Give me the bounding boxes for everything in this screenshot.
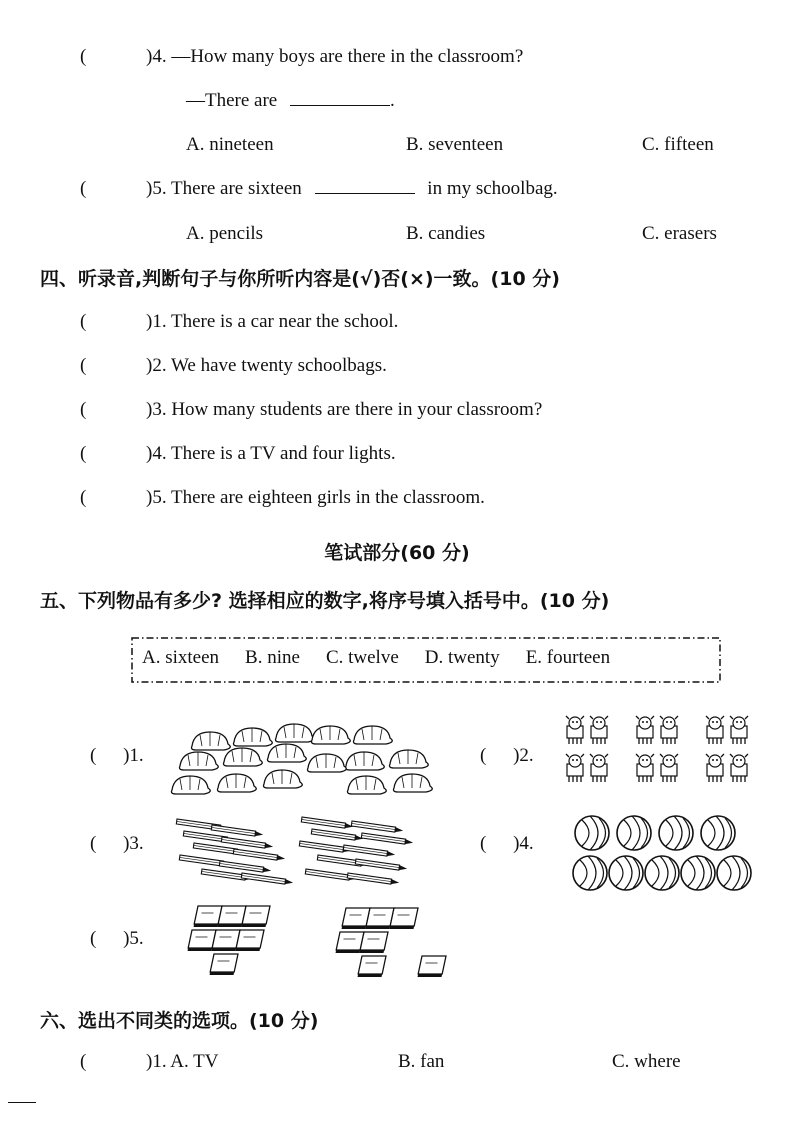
option-c: C. twelve — [325, 647, 399, 668]
pencil-icon — [233, 849, 285, 861]
option-b: B. nine — [245, 647, 300, 668]
ball-icon — [717, 856, 751, 890]
answer-paren[interactable]: ( — [90, 833, 97, 854]
part6-choice-c: C. where — [612, 1051, 681, 1072]
pencil-icon — [311, 829, 363, 841]
ball-icon — [575, 816, 609, 850]
pencil-icon — [211, 825, 263, 837]
pencil-icon — [351, 821, 403, 833]
answer-paren[interactable]: ( — [80, 311, 87, 332]
picture-item-number: )3. — [123, 833, 144, 854]
cap-icon — [390, 750, 429, 768]
book-icon — [242, 906, 270, 927]
picture-item-number: )2. — [513, 745, 534, 766]
pencil-icon — [221, 837, 273, 849]
listen-item-text: )1. There is a car near the school. — [146, 311, 399, 332]
answer-paren[interactable]: ( — [80, 355, 87, 376]
dog-icon — [636, 716, 654, 744]
option-d: D. twenty — [424, 647, 500, 668]
listen-item — [0, 487, 794, 513]
listen-item — [0, 311, 794, 337]
answer-paren[interactable]: ( — [80, 46, 87, 67]
book-icon — [418, 956, 446, 977]
dog-icon — [590, 754, 608, 782]
cap-icon — [264, 770, 303, 788]
dogs-picture — [562, 712, 762, 792]
picture-item-3-label — [90, 833, 144, 855]
picture-item-5-label — [90, 928, 144, 950]
cap-icon — [276, 724, 315, 742]
ball-icon — [609, 856, 643, 890]
listen-item-text: )5. There are eighteen girls in the classroom. — [146, 487, 485, 508]
ball-icon — [701, 816, 735, 850]
pencil-icon — [301, 817, 353, 829]
book-icon — [360, 932, 388, 953]
question-4-choices — [0, 134, 794, 160]
ball-icon — [617, 816, 651, 850]
pencil-icon — [361, 833, 413, 845]
fill-blank[interactable] — [290, 91, 390, 106]
answer-paren[interactable]: ( — [480, 745, 487, 766]
picture-item-number: )1. — [123, 745, 144, 766]
ball-icon — [659, 816, 693, 850]
picture-item-2-label — [480, 745, 534, 767]
cap-icon — [218, 774, 257, 792]
answer-paren[interactable]: ( — [80, 443, 87, 464]
answer-paren[interactable]: ( — [80, 399, 87, 420]
option-box — [130, 636, 722, 684]
answer-prefix: —There are — [186, 90, 278, 111]
cap-icon — [180, 752, 219, 770]
answer-suffix: . — [390, 90, 395, 111]
choice-b: B. candies — [406, 223, 486, 244]
question-4-text: )4. —How many boys are there in the classroom? — [146, 46, 524, 67]
question-5-choices — [0, 223, 794, 249]
option-a: A. sixteen — [142, 647, 220, 668]
book-icon — [210, 954, 238, 975]
pencil-icon — [241, 873, 293, 885]
cap-icon — [346, 752, 385, 770]
cap-icon — [354, 726, 393, 744]
dog-icon — [636, 754, 654, 782]
cap-icon — [394, 774, 433, 792]
pencil-icon — [219, 861, 271, 873]
dog-icon — [566, 716, 584, 744]
pencil-icon — [343, 845, 395, 857]
book-icon — [236, 930, 264, 951]
answer-paren[interactable]: ( — [90, 745, 97, 766]
listen-item — [0, 443, 794, 469]
dog-icon — [706, 716, 724, 744]
answer-paren[interactable]: ( — [90, 928, 97, 949]
page-edge-mark — [8, 1102, 36, 1103]
choice-a: A. nineteen — [186, 134, 274, 155]
cap-icon — [224, 748, 263, 766]
ball-icon — [681, 856, 715, 890]
cap-icon — [192, 732, 231, 750]
listen-item — [0, 399, 794, 425]
dog-icon — [660, 716, 678, 744]
picture-item-4-label — [480, 833, 534, 855]
book-icon — [390, 908, 418, 929]
listen-item — [0, 355, 794, 381]
answer-paren[interactable]: ( — [480, 833, 487, 854]
answer-paren[interactable]: ( — [80, 178, 87, 199]
choice-b: B. seventeen — [406, 134, 504, 155]
answer-paren[interactable]: ( — [80, 1051, 87, 1072]
option-e: E. fourteen — [525, 647, 611, 668]
caps-picture — [170, 712, 440, 804]
picture-item-1-label — [90, 745, 144, 767]
book-icon — [358, 956, 386, 977]
part4-heading: 四、听录音,判断句子与你所听内容是(√)否(×)一致。(10 分) — [40, 268, 560, 290]
part6-choice-a: )1. A. TV — [146, 1051, 219, 1072]
dog-icon — [590, 716, 608, 744]
pencils-picture — [172, 815, 422, 890]
dog-icon — [660, 754, 678, 782]
pencil-icon — [355, 859, 407, 871]
cap-icon — [268, 744, 307, 762]
dog-icon — [706, 754, 724, 782]
pencil-icon — [347, 873, 399, 885]
part6-heading: 六、选出不同类的选项。(10 分) — [40, 1010, 319, 1032]
fill-blank[interactable] — [315, 179, 415, 194]
cap-icon — [348, 776, 387, 794]
cap-icon — [308, 754, 347, 772]
question-5-row — [0, 178, 794, 204]
choice-c: C. erasers — [642, 223, 717, 244]
books-picture — [186, 902, 466, 982]
picture-item-number: )4. — [513, 833, 534, 854]
dog-icon — [730, 754, 748, 782]
picture-item-number: )5. — [123, 928, 144, 949]
dog-icon — [730, 716, 748, 744]
listen-item-text: )4. There is a TV and four lights. — [146, 443, 396, 464]
part6-choice-b: B. fan — [398, 1051, 445, 1072]
ball-icon — [645, 856, 679, 890]
listen-item-text: )2. We have twenty schoolbags. — [146, 355, 387, 376]
part5-heading: 五、下列物品有多少? 选择相应的数字,将序号填入括号中。(10 分) — [40, 590, 610, 612]
part6-question-1 — [0, 1051, 794, 1077]
choice-a: A. pencils — [186, 223, 264, 244]
written-section-heading: 笔试部分(60 分) — [324, 542, 470, 564]
choice-c: C. fifteen — [642, 134, 714, 155]
question-5-text-before: )5. There are sixteen — [146, 178, 302, 199]
balls-picture — [570, 815, 770, 893]
question-4-row — [0, 46, 794, 72]
question-4-answer-line — [186, 90, 395, 112]
answer-paren[interactable]: ( — [80, 487, 87, 508]
question-5-text-after: in my schoolbag. — [427, 178, 558, 199]
option-list — [142, 647, 636, 669]
question-5-text — [146, 178, 558, 200]
dog-icon — [566, 754, 584, 782]
ball-icon — [573, 856, 607, 890]
cap-icon — [234, 728, 273, 746]
listen-item-text: )3. How many students are there in your classroom? — [146, 399, 543, 420]
cap-icon — [312, 726, 351, 744]
cap-icon — [172, 776, 211, 794]
